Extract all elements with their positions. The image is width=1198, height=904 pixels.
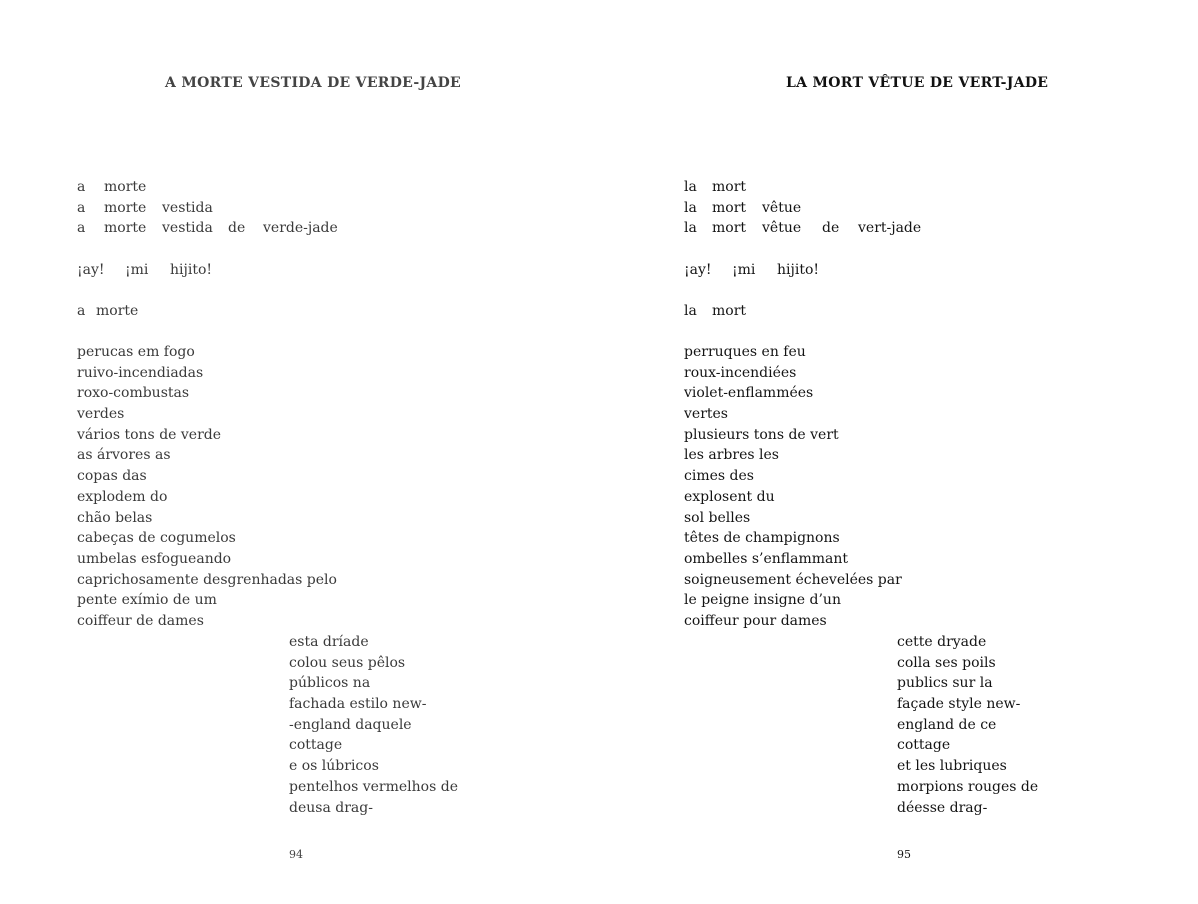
poem-line <box>684 218 921 239</box>
poem-line: ombelles s’enflammant <box>684 550 848 567</box>
right-page <box>599 0 1198 904</box>
poem-line: e os lúbricos <box>289 758 379 775</box>
word: a <box>77 199 86 216</box>
poem-line: plusieurs tons de vert <box>684 426 839 443</box>
word: morte <box>96 303 139 320</box>
poem-line: sol belles <box>684 509 751 526</box>
word: a <box>77 303 86 320</box>
poem-line: colla ses poils <box>897 654 996 671</box>
poem-line <box>684 260 921 281</box>
word: vert-jade <box>858 220 922 237</box>
page-number: 94 <box>289 848 303 861</box>
poem-line <box>77 301 338 322</box>
poem-line: le peigne insigne d’un <box>684 592 841 609</box>
poem-line: déesse drag- <box>897 799 988 816</box>
word: hijito! <box>777 261 819 278</box>
word: la <box>684 303 697 320</box>
poem-line: vários tons de verde <box>77 426 222 443</box>
word: mort <box>712 220 747 237</box>
poem-line: et les lubriques <box>897 758 1007 775</box>
poem-line: england de ce <box>897 716 997 733</box>
word: morte <box>104 179 147 195</box>
word: vestida <box>162 220 213 237</box>
word: mort <box>712 199 747 216</box>
word: de <box>822 220 840 237</box>
poem-line: soigneusement échevelées par <box>684 571 902 588</box>
word: vêtue <box>762 220 802 237</box>
poem-line: públicos na <box>289 675 371 692</box>
word: ¡mi <box>732 261 756 278</box>
poem-line: explodem do <box>77 488 168 505</box>
word: la <box>684 220 697 237</box>
poem-line <box>77 260 338 281</box>
poem-line: esta dríade <box>289 634 369 650</box>
left-opening-block <box>77 177 338 322</box>
poem-line <box>684 198 921 219</box>
poem-line: publics sur la <box>897 675 993 692</box>
blank-line <box>684 280 921 301</box>
blank-line <box>77 239 338 260</box>
poem-line: coiffeur pour dames <box>684 612 827 629</box>
poem-line: perruques en feu <box>684 344 806 360</box>
poem-line <box>77 198 338 219</box>
blank-line <box>77 280 338 301</box>
poem-line: cottage <box>289 737 343 754</box>
poem-line: caprichosamente desgrenhadas pelo <box>77 571 337 588</box>
blank-line <box>684 239 921 260</box>
poem-line: coiffeur de dames <box>77 612 204 629</box>
word: morte <box>104 199 147 216</box>
page-number: 95 <box>897 848 911 861</box>
poem-line: roux-incendiées <box>684 364 797 381</box>
poem-line: perucas em fogo <box>77 344 195 360</box>
poem-line: vertes <box>684 406 728 423</box>
poem-line: roxo-combustas <box>77 385 190 402</box>
poem-line: morpions rouges de <box>897 778 1039 795</box>
word: vestida <box>162 199 213 216</box>
poem-line: cottage <box>897 737 951 754</box>
word: la <box>684 179 697 195</box>
poem-line: ruivo-incendiadas <box>77 364 204 381</box>
right-indented-stanza <box>897 632 1038 818</box>
word: a <box>77 220 86 237</box>
word: hijito! <box>170 261 212 278</box>
word: la <box>684 199 697 216</box>
word: a <box>77 179 86 195</box>
poem-line: umbelas esfogueando <box>77 550 232 567</box>
poem-line: façade style new- <box>897 696 1021 713</box>
poem-line <box>684 301 921 322</box>
left-stanza <box>77 342 337 632</box>
poem-line: copas das <box>77 468 147 485</box>
left-indented-stanza <box>289 632 458 818</box>
right-stanza <box>684 342 902 632</box>
poem-line: cette dryade <box>897 634 987 650</box>
poem-line: colou seus pêlos <box>289 654 406 671</box>
poem-line: verdes <box>77 406 125 423</box>
poem-line: deusa drag- <box>289 799 373 816</box>
poem-line: chão belas <box>77 509 153 526</box>
poem-line <box>77 177 338 198</box>
word: ¡ay! <box>77 261 105 278</box>
poem-line: fachada estilo new- <box>289 696 427 713</box>
poem-line: cimes des <box>684 468 754 485</box>
poem-line <box>684 177 921 198</box>
word: vêtue <box>762 199 802 216</box>
word: ¡ay! <box>684 261 712 278</box>
poem-line: as árvores as <box>77 447 171 464</box>
poem-line: pentelhos vermelhos de <box>289 778 458 795</box>
poem-line: -england daquele <box>289 716 412 733</box>
word: mort <box>712 303 747 320</box>
right-opening-block <box>684 177 921 322</box>
poem-line <box>77 218 338 239</box>
right-page-title: LA MORT VÊTUE DE VERT-JADE <box>786 75 1049 91</box>
word: verde-jade <box>263 220 338 237</box>
poem-line: les arbres les <box>684 447 779 464</box>
word: morte <box>104 220 147 237</box>
poem-line: explosent du <box>684 488 775 505</box>
word: de <box>228 220 246 237</box>
poem-line: cabeças de cogumelos <box>77 530 236 547</box>
poem-line: têtes de champignons <box>684 530 840 547</box>
word: mort <box>712 179 747 195</box>
poem-line: violet-enflammées <box>684 385 814 402</box>
left-page-title: A MORTE VESTIDA DE VERDE-JADE <box>165 75 462 91</box>
word: ¡mi <box>125 261 149 278</box>
poem-line: pente exímio de um <box>77 592 217 609</box>
